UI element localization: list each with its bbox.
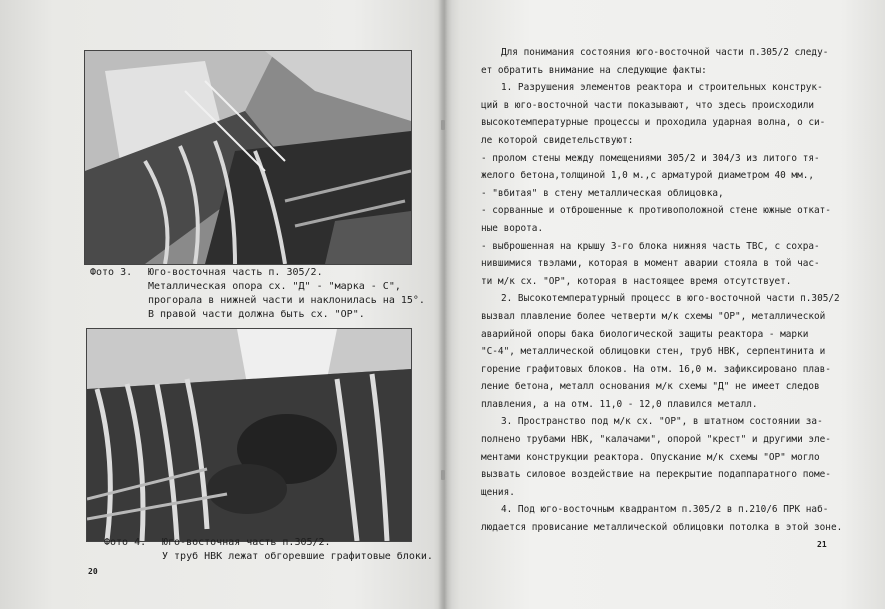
caption-line: Юго-восточная часть п. 305/2. [148,267,323,278]
caption-line: Юго-восточная часть п.305/2. [162,537,331,548]
left-page [0,0,440,609]
page-number-left: 20 [88,567,98,576]
photo-3-label: Фото 3. [90,267,133,278]
text-line: ментами конструкции реактора. Опускание м/к схемы "ОР" могло [481,451,820,463]
photo-3-debris-graphic [85,51,411,264]
staple [441,470,445,480]
text-line: - сорванные и отброшенные к противоположной стене южные откат- [481,205,831,217]
text-line: щения. [481,486,515,498]
photo-4-debris-graphic [87,329,411,541]
text-line: "С-4", металлической облицовки стен, труб НВК, серпентинита и [481,346,826,358]
text-line: ет обратить внимание на следующие факты: [481,64,707,76]
text-line: - "вбитая" в стену металлическая облицовка, [481,187,724,199]
text-line: 3. Пространство под м/к сх. "ОР", в штатном состоянии за- [501,416,823,428]
text-line: 4. Под юго-восточным квадрантом п.305/2 в п.210/6 ПРК наб- [501,504,829,516]
text-line: желого бетона,толщиной 1,0 м.,с арматурой диаметром 40 мм., [481,170,815,182]
text-line: Для понимания состояния юго-восточной части п.305/2 следу- [501,47,829,58]
text-line: вызвал плавление более четверти м/к схемы "ОР", металлической [481,310,826,322]
text-line: ление бетона, металл основания м/к схемы "Д" не имеет следов [481,381,820,393]
text-line: ти м/к сх. "ОР", которая в настоящее время отсутствует. [481,275,792,287]
caption-line: Металлическая опора сх. "Д" - "марка - С", [148,281,401,292]
text-line: ные ворота. [481,222,544,234]
photo-4-label: Фото 4. [104,537,147,548]
text-line: плавления, а на отм. 11,0 - 12,0 плавился металл. [481,398,758,410]
photo-3-image [84,50,412,265]
page-number-right: 21 [817,540,827,549]
right-page [452,0,885,609]
photo-4-caption [104,536,433,564]
text-line: людается провисание металлической облицовки потолка в этой зоне. [481,522,843,534]
caption-line: прогорала в нижней части и наклонилась на 15°. [148,295,425,306]
text-line: ле которой свидетельствуют: [481,134,634,146]
staple [441,120,445,130]
caption-line: У труб НВК лежат обгоревшие графитовые блоки. [162,551,433,562]
text-line: горение графитовых блоков. На отм. 16,0 м. зафиксировано плав- [481,363,831,375]
text-line: полнено трубами НВК, "калачами", опорой "крест" и другими эле- [481,434,831,446]
book-gutter [438,0,452,609]
caption-line: В правой части должна быть сх. "ОР". [148,309,365,320]
text-line: аварийной опоры бака биологической защиты реактора - марки [481,328,809,340]
text-line: ций в юго-восточной части показывают, что здесь происходили [481,99,815,111]
text-line: 1. Разрушения элементов реактора и строительных конструк- [501,82,823,94]
text-line: высокотемпературные процессы и проходила ударная волна, о си- [481,117,826,129]
text-line: 2. Высокотемпературный процесс в юго-восточной части п.305/2 [501,293,840,305]
text-line: нившимися твэлами, которая в момент аварии стояла в той час- [481,258,820,270]
text-line: - пролом стены между помещениями 305/2 и 304/3 из литого тя- [481,152,820,164]
text-line: вызвать силовое воздействие на перекрытие подаппаратного поме- [481,469,831,481]
photo-3-caption [90,266,425,322]
body-text [481,44,843,537]
photo-4-image [86,328,412,542]
text-line: - выброшенная на крышу 3-го блока нижняя часть ТВС, с сохра- [481,240,820,252]
